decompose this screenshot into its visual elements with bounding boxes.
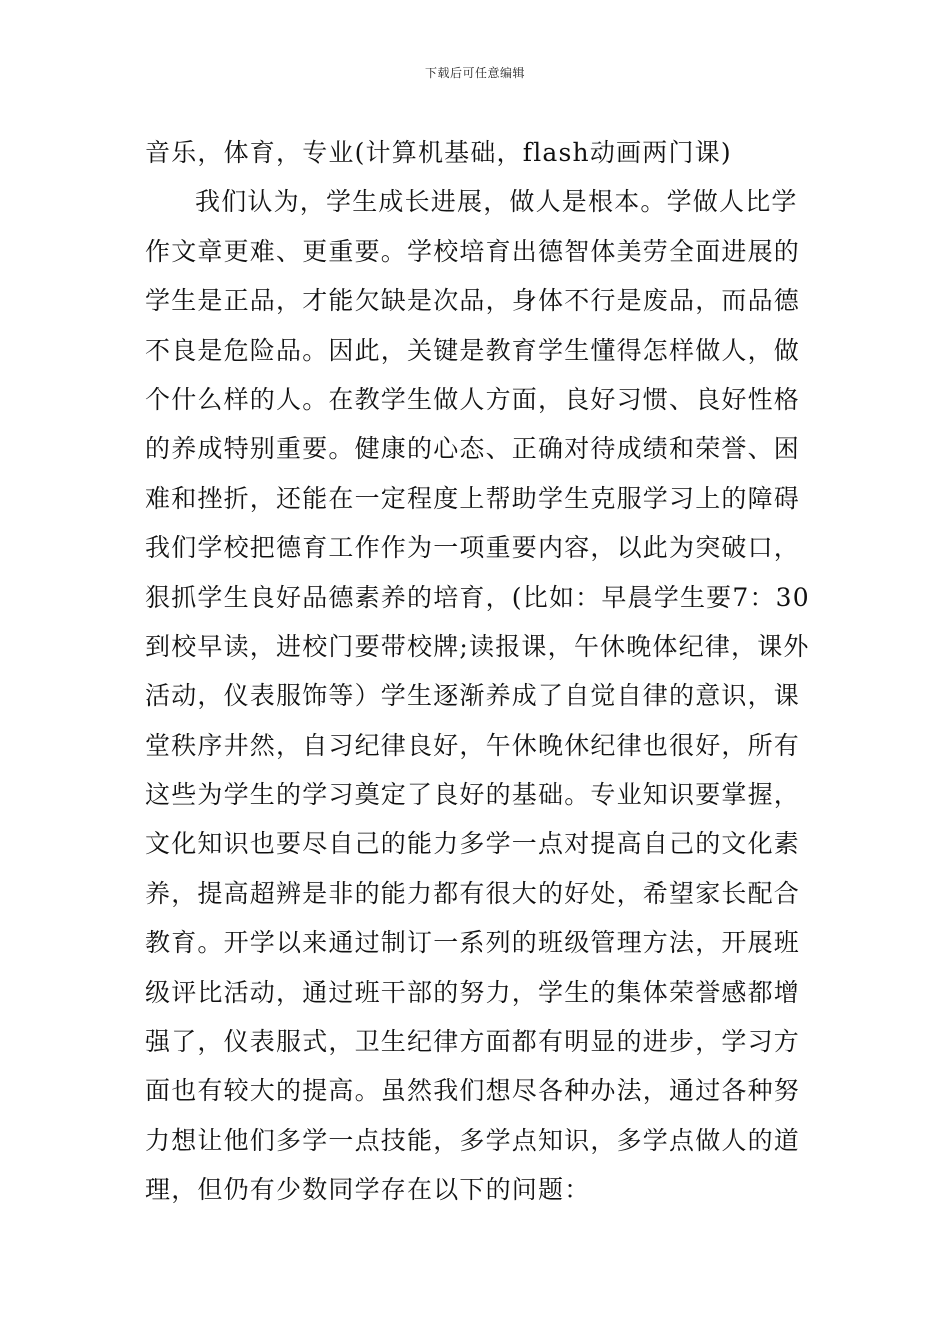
text-line: 难和挫折，还能在一定程度上帮助学生克服学习上的障碍 [145,483,801,513]
text-line: 作文章更难、更重要。学校培育出德智体美劳全面进展的 [145,236,801,266]
text-line: 教育。开学以来通过制订一系列的班级管理方法，开展班 [145,928,801,958]
text-line: 我们学校把德育工作作为一项重要内容，以此为突破口， [145,533,801,563]
text-line: 个什么样的人。在教学生做人方面，良好习惯、良好性格 [145,384,801,414]
text-line: 理，但仍有少数同学存在以下的问题： [145,1175,591,1205]
text-line: 文化知识也要尽自己的能力多学一点对提高自己的文化素 [145,829,801,859]
document-body [145,128,810,1215]
text-line: 到校早读，进校门要带校牌;读报课，午休晚体纪律，课外 [145,631,810,661]
text-line: 级评比活动，通过班干部的努力，学生的集体荣誉感都增 [145,977,801,1007]
text-line: 堂秩序井然，自习纪律良好，午休晚休纪律也很好，所有 [145,730,801,760]
text-line: 狠抓学生良好品德素养的培育，(比如：早晨学生要7：30 [145,582,810,612]
text-line: 的养成特别重要。健康的心态、正确对待成绩和荣誉、困 [145,434,801,464]
page-header: 下载后可任意编辑 [424,66,525,80]
text-line: 学生是正品，才能欠缺是次品，身体不行是废品，而品德 [145,286,801,316]
text-line: 面也有较大的提高。虽然我们想尽各种办法，通过各种努 [145,1076,801,1106]
text-line: 强了，仪表服式，卫生纪律方面都有明显的进步，学习方 [145,1027,801,1057]
text-line: 我们认为，学生成长进展，做人是根本。学做人比学 [195,187,798,217]
text-line: 音乐，体育，专业(计算机基础，flash动画两门课) [145,138,732,167]
text-line: 活动，仪表服饰等）学生逐渐养成了自觉自律的意识，课 [145,681,801,711]
text-line: 养，提高超辨是非的能力都有很大的好处，希望家长配合 [145,878,801,908]
text-line: 不良是危险品。因此，关键是教育学生懂得怎样做人，做 [145,335,801,365]
text-line: 力想让他们多学一点技能，多学点知识，多学点做人的道 [145,1125,801,1155]
text-line: 这些为学生的学习奠定了良好的基础。专业知识要掌握， [145,780,801,810]
